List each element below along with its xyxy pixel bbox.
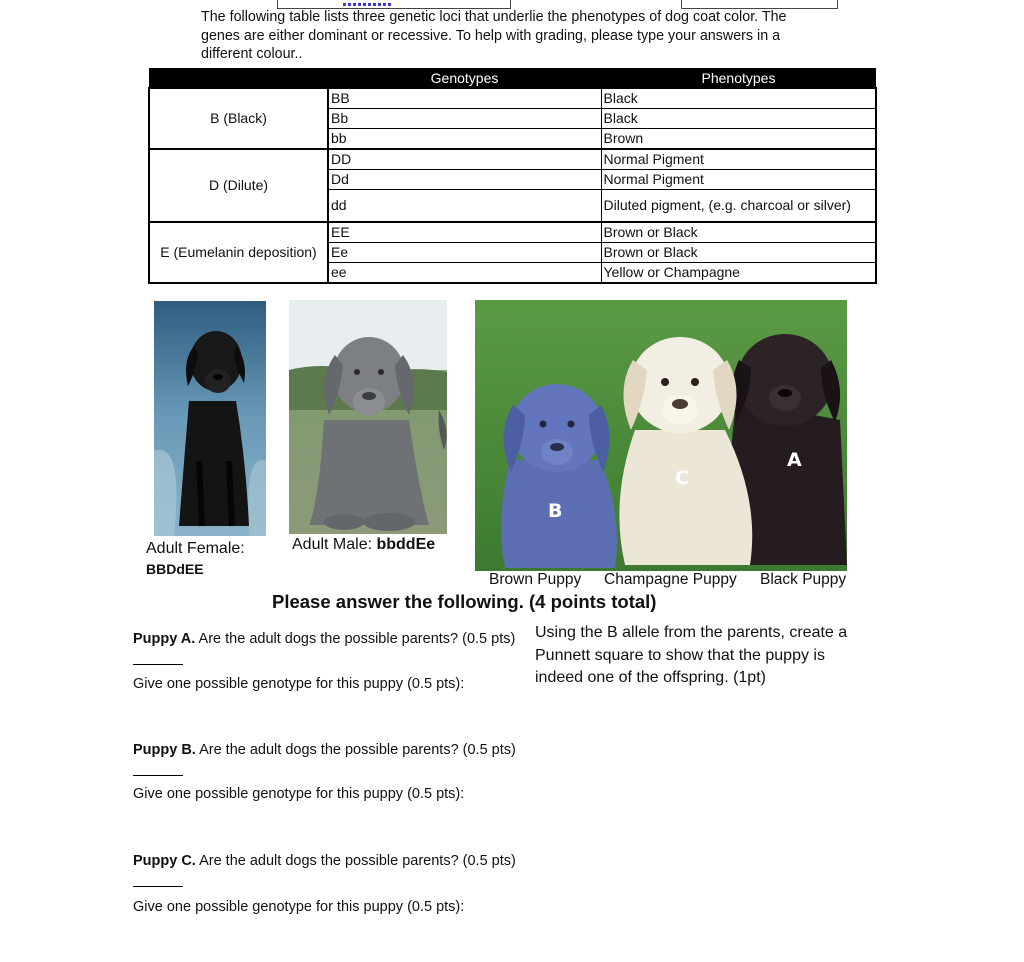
genotype-cell: Bb [328,109,601,129]
section-title: Please answer the following. (4 points total) [272,591,657,612]
adult-female-genotype: BBDdEE [146,561,204,577]
phenotype-cell: Normal Pigment [601,170,876,190]
dotted-mark [343,3,391,6]
puppy-label-c: C [675,467,689,489]
locus-name: B (Black) [149,88,328,149]
caption-black-puppy: Black Puppy [760,571,847,588]
puppy-label-a: A [787,449,802,471]
puppy-b-genotype-question: Give one possible genotype for this puppy (0.5 pts): [133,786,465,802]
puppy-a-parents-question [133,631,515,647]
intro-text: The following table lists three genetic loci that underlie the phenotypes of dog coat color. The genes are either dominant or recessive. To help with grading, please type your answers in a different colour.. [201,9,787,62]
puppy-b-parents-question [133,742,516,758]
phenotype-cell: Black [601,88,876,109]
table-row [149,222,876,243]
puppy-b-parents-text: Are the adult dogs the possible parents? (0.5 pts) [195,742,516,758]
puppy-b-answer-line[interactable] [133,775,183,776]
table-row [149,149,876,170]
puppy-c-parents-text: Are the adult dogs the possible parents? (0.5 pts) [195,853,516,869]
genotype-cell: DD [328,149,601,170]
adult-male-caption [292,536,435,554]
puppy-c-parents-question [133,853,516,869]
puppy-a-parents-text: Are the adult dogs the possible parents? (0.5 pts) [195,631,516,647]
adult-female-label: Adult Female: [146,540,245,557]
adult-male-label: Adult Male: [292,536,377,553]
puppy-a-genotype-question: Give one possible genotype for this puppy (0.5 pts): [133,676,465,692]
genotype-cell: Dd [328,170,601,190]
genotype-cell: bb [328,129,601,150]
phenotype-cell: Brown or Black [601,243,876,263]
genotype-cell: EE [328,222,601,243]
puppy-c-title: Puppy C. [133,853,196,869]
phenotype-cell: Yellow or Champagne [601,263,876,284]
adult-male-photo [289,300,447,534]
phenotype-cell: Brown [601,129,876,150]
adult-female-photo [154,301,266,536]
punnett-prompt: Using the B allele from the parents, create a Punnett square to show that the puppy is indeed one of the offspring. (1pt) [535,624,848,686]
adult-male-genotype: bbddEe [376,536,436,553]
genotype-cell: ee [328,263,601,284]
puppy-c-genotype-question: Give one possible genotype for this puppy (0.5 pts): [133,899,465,915]
header-genotypes: Genotypes [328,68,601,88]
puppy-a-title: Puppy A. [133,631,196,647]
genotype-cell: dd [328,190,601,223]
genotype-cell: Ee [328,243,601,263]
table-header-row [149,68,876,88]
puppy-a-answer-line[interactable] [133,664,183,665]
locus-name: D (Dilute) [149,149,328,222]
phenotype-cell: Black [601,109,876,129]
caption-champagne-puppy: Champagne Puppy [604,571,737,588]
caption-brown-puppy: Brown Puppy [489,571,582,588]
header-blank [149,68,328,88]
locus-name: E (Eumelanin deposition) [149,222,328,283]
puppy-b-title: Puppy B. [133,742,196,758]
header-phenotypes: Phenotypes [601,68,876,88]
puppies-photo [475,300,847,571]
phenotype-cell: Brown or Black [601,222,876,243]
genotype-cell: BB [328,88,601,109]
puppy-label-b: B [548,500,563,522]
table-row [149,88,876,109]
puppy-c-answer-line[interactable] [133,886,183,887]
phenotype-cell: Normal Pigment [601,149,876,170]
phenotype-cell: Diluted pigment, (e.g. charcoal or silver) [601,190,876,223]
loci-table [148,68,877,284]
